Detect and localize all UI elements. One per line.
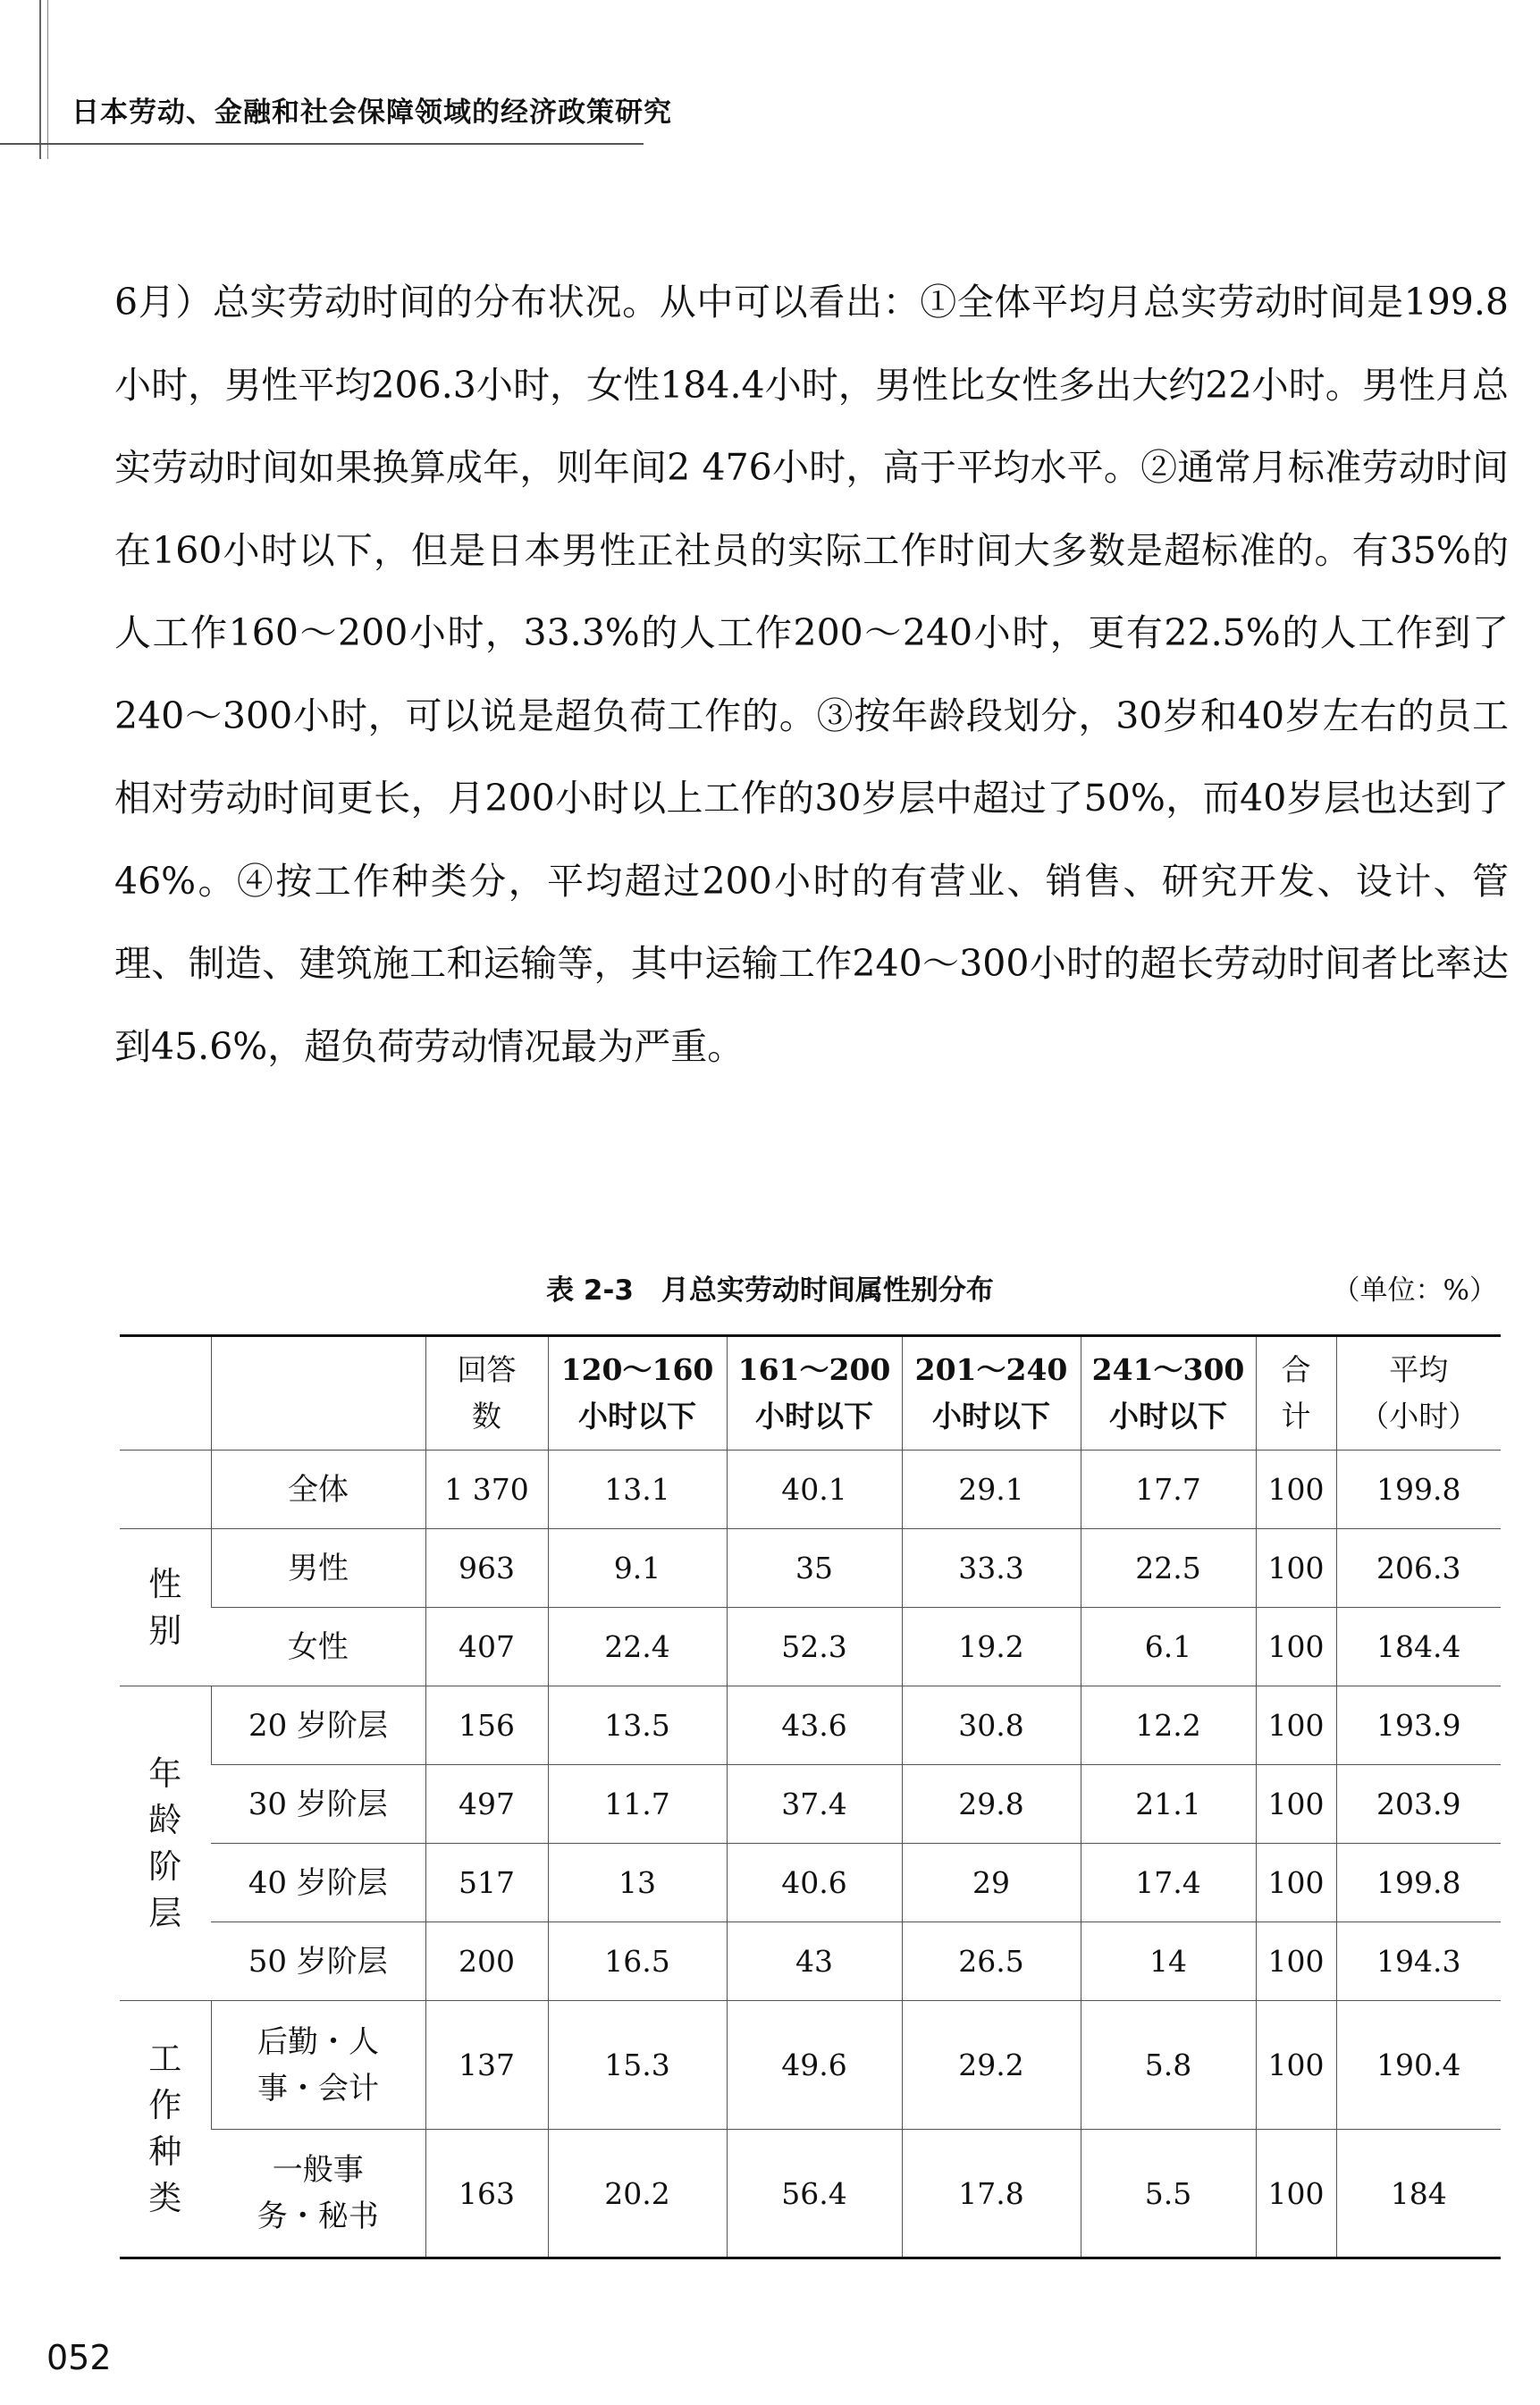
cell-120-160: 13 [548, 1844, 727, 1922]
row-label: 男性 [211, 1529, 425, 1608]
cell-respondents: 200 [425, 1922, 548, 2001]
header-average: 平均 （小时） [1336, 1336, 1501, 1451]
cell-120-160: 13.1 [548, 1451, 727, 1529]
cell-total: 100 [1256, 1922, 1336, 2001]
cell-respondents: 497 [425, 1765, 548, 1844]
cell-241-300: 17.4 [1081, 1844, 1256, 1922]
table-row [120, 1529, 1501, 1608]
cell-120-160: 9.1 [548, 1529, 727, 1608]
row-label: 20 岁阶层 [211, 1686, 425, 1765]
header-total: 合 计 [1256, 1336, 1336, 1451]
cell-241-300: 21.1 [1081, 1765, 1256, 1844]
cell-respondents: 1 370 [425, 1451, 548, 1529]
cell-241-300: 5.8 [1081, 2001, 1256, 2130]
cell-respondents: 156 [425, 1686, 548, 1765]
cell-201-240: 29 [902, 1844, 1081, 1922]
cell-120-160: 16.5 [548, 1922, 727, 2001]
cell-120-160: 22.4 [548, 1608, 727, 1686]
table-row [120, 1686, 1501, 1765]
body-paragraph: 6月）总实劳动时间的分布状况。从中可以看出：①全体平均月总实劳动时间是199.8小时，男性平均206.3小时，女性184.4小时，男性比女性多出大约22小时。男性月总实劳动时间如果换算成年，则年间2 476小时，高于平均水平。②通常月标准劳动时间在160小时以下，但是日本男性正社员的实际工作时间大多数是超标准的。有35%的人工作160～200小时，33.3%的人工作200～240小时，更有22.5%的人工作到了240～300小时，可以说是超负荷工作的。③按年龄段划分，30岁和40岁左右的员工相对劳动时间更长，月200小时以上工作的30岁层中超过了50%，而40岁层也达到了46%。④按工作种类分，平均超过200小时的有营业、销售、研究开发、设计、管理、制造、建筑施工和运输等，其中运输工作240～300小时的超长劳动时间者比率达到45.6%，超负荷劳动情况最为严重。 [114, 281, 1509, 1068]
cell-161-200: 52.3 [727, 1608, 902, 1686]
cell-161-200: 37.4 [727, 1765, 902, 1844]
cell-average: 184 [1336, 2130, 1501, 2258]
cell-201-240: 29.8 [902, 1765, 1081, 1844]
cell-201-240: 19.2 [902, 1608, 1081, 1686]
group-blank [120, 1451, 211, 1529]
row-label: 女性 [211, 1608, 425, 1686]
table-row [120, 1922, 1501, 2001]
table-row [120, 2130, 1501, 2258]
cell-161-200: 40.6 [727, 1844, 902, 1922]
cell-respondents: 163 [425, 2130, 548, 2258]
cell-201-240: 17.8 [902, 2130, 1081, 2258]
header-241-300: 241～300 小时以下 [1081, 1336, 1256, 1451]
cell-total: 100 [1256, 1451, 1336, 1529]
cell-average: 206.3 [1336, 1529, 1501, 1608]
cell-respondents: 517 [425, 1844, 548, 1922]
cell-total: 100 [1256, 1608, 1336, 1686]
cell-total: 100 [1256, 1765, 1336, 1844]
cell-161-200: 49.6 [727, 2001, 902, 2130]
table-unit: （单位：%） [1332, 1274, 1497, 1307]
header-120-160: 120～160 小时以下 [548, 1336, 727, 1451]
cell-241-300: 17.7 [1081, 1451, 1256, 1529]
binding-edge [39, 0, 48, 159]
table-row [120, 1608, 1501, 1686]
cell-120-160: 11.7 [548, 1765, 727, 1844]
cell-total: 100 [1256, 2130, 1336, 2258]
table-row [120, 1765, 1501, 1844]
cell-average: 190.4 [1336, 2001, 1501, 2130]
cell-respondents: 963 [425, 1529, 548, 1608]
cell-161-200: 43.6 [727, 1686, 902, 1765]
header-blank-category [211, 1336, 425, 1451]
cell-120-160: 15.3 [548, 2001, 727, 2130]
table-row [120, 2001, 1501, 2130]
cell-average: 193.9 [1336, 1686, 1501, 1765]
row-label: 后勤・人 事・会计 [211, 2001, 425, 2130]
cell-respondents: 137 [425, 2001, 548, 2130]
cell-average: 199.8 [1336, 1844, 1501, 1922]
cell-161-200: 40.1 [727, 1451, 902, 1529]
table-row [120, 1844, 1501, 1922]
cell-average: 199.8 [1336, 1451, 1501, 1529]
cell-120-160: 20.2 [548, 2130, 727, 2258]
group-age: 年 龄 阶 层 [120, 1686, 211, 2001]
cell-total: 100 [1256, 1844, 1336, 1922]
table-title: 表 2-3 月总实劳动时间属性别分布 [546, 1274, 994, 1307]
group-gender: 性 别 [120, 1529, 211, 1686]
row-label: 全体 [211, 1451, 425, 1529]
row-label: 50 岁阶层 [211, 1922, 425, 2001]
cell-201-240: 29.1 [902, 1451, 1081, 1529]
cell-respondents: 407 [425, 1608, 548, 1686]
cell-161-200: 43 [727, 1922, 902, 2001]
group-job: 工 作 种 类 [120, 2001, 211, 2258]
cell-241-300: 22.5 [1081, 1529, 1256, 1608]
header-201-240: 201～240 小时以下 [902, 1336, 1081, 1451]
header-rule [0, 143, 644, 145]
cell-total: 100 [1256, 1686, 1336, 1765]
cell-201-240: 26.5 [902, 1922, 1081, 2001]
header-blank-group [120, 1336, 211, 1451]
cell-120-160: 13.5 [548, 1686, 727, 1765]
row-label: 30 岁阶层 [211, 1765, 425, 1844]
header-161-200: 161～200 小时以下 [727, 1336, 902, 1451]
table-row [120, 1451, 1501, 1529]
cell-201-240: 33.3 [902, 1529, 1081, 1608]
working-hours-table [120, 1334, 1501, 2259]
cell-total: 100 [1256, 1529, 1336, 1608]
cell-241-300: 6.1 [1081, 1608, 1256, 1686]
cell-161-200: 35 [727, 1529, 902, 1608]
page-number: 052 [46, 2338, 112, 2377]
cell-average: 203.9 [1336, 1765, 1501, 1844]
cell-161-200: 56.4 [727, 2130, 902, 2258]
cell-201-240: 29.2 [902, 2001, 1081, 2130]
row-label: 40 岁阶层 [211, 1844, 425, 1922]
cell-average: 184.4 [1336, 1608, 1501, 1686]
running-header: 日本劳动、金融和社会保障领域的经济政策研究 [72, 97, 672, 129]
body-text [114, 261, 1509, 1088]
cell-241-300: 12.2 [1081, 1686, 1256, 1765]
cell-241-300: 14 [1081, 1922, 1256, 2001]
cell-241-300: 5.5 [1081, 2130, 1256, 2258]
cell-total: 100 [1256, 2001, 1336, 2130]
cell-average: 194.3 [1336, 1922, 1501, 2001]
row-label: 一般事 务・秘书 [211, 2130, 425, 2258]
header-respondents: 回答 数 [425, 1336, 548, 1451]
table-header-row [120, 1336, 1501, 1451]
cell-201-240: 30.8 [902, 1686, 1081, 1765]
